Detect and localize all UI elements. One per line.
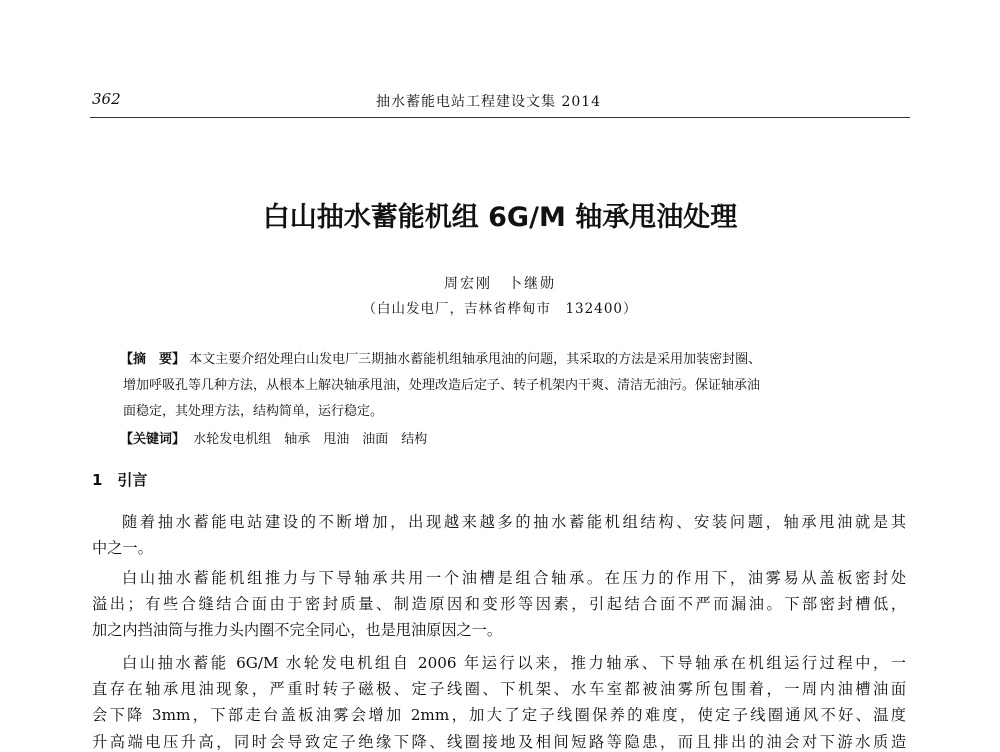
section-heading: 1 引言: [92, 471, 148, 489]
abstract-text: 本文主要介绍处理白山发电厂三期抽水蓄能机组轴承甩油的问题，其采取的方法是采用加装密封圈、: [189, 352, 762, 367]
keywords-label: 【关键词】: [120, 432, 186, 447]
abstract-label: 【摘 要】: [120, 352, 186, 367]
body-line: 升高端电压升高，同时会导致定子绝缘下降、线圈接地及相间短路等隐患，而且排出的油会对下游水质造: [92, 733, 906, 751]
body-line: 加之内挡油筒与推力头内圈不完全同心，也是甩油原因之一。: [92, 621, 503, 639]
article-title: 白山抽水蓄能机组 6G/M 轴承甩油处理: [262, 202, 738, 233]
running-header: 抽水蓄能电站工程建设文集 2014: [376, 94, 602, 110]
body-line: 随着抽水蓄能电站建设的不断增加，出现越来越多的抽水蓄能机组结构、安装问题，轴承甩油就是其: [122, 513, 906, 531]
body-line: 溢出；有些合缝结合面由于密封质量、制造原因和变形等因素，引起结合面不严而漏油。下部密封槽低，: [92, 595, 906, 613]
page-number: 362: [92, 90, 121, 108]
body-line: 直存在轴承甩油现象，严重时转子磁极、定子线圈、下机架、水车室都被油雾所包围着，一周内油槽油面: [92, 680, 906, 698]
keywords-line: [120, 428, 427, 447]
body-line: 会下降 3mm，下部走台盖板油雾会增加 2mm，加大了定子线圈保养的难度，使定子线圈通风不好、温度: [92, 706, 906, 724]
body-line: 白山抽水蓄能机组推力与下导轴承共用一个油槽是组合轴承。在压力的作用下，油雾易从盖板密封处: [122, 569, 906, 587]
abstract-line: 面稳定，其处理方法，结构简单，运行稳定。: [123, 404, 384, 419]
authors: 周宏刚 卜继勋: [444, 276, 556, 292]
abstract-line: [120, 348, 761, 367]
keywords-text: 水轮发电机组 轴承 甩油 油面 结构: [193, 432, 428, 447]
affiliation: （白山发电厂，吉林省桦甸市 132400）: [362, 301, 638, 317]
body-line: 中之一。: [92, 539, 153, 557]
header-rule: [90, 117, 910, 118]
body-line: 白山抽水蓄能 6G/M 水轮发电机组自 2006 年运行以来，推力轴承、下导轴承在机组运行过程中，一: [122, 654, 906, 672]
abstract-line: 增加呼吸孔等几种方法，从根本上解决轴承甩油，处理改造后定子、转子机架内干爽、清洁无油污。保证轴承油: [123, 378, 761, 393]
